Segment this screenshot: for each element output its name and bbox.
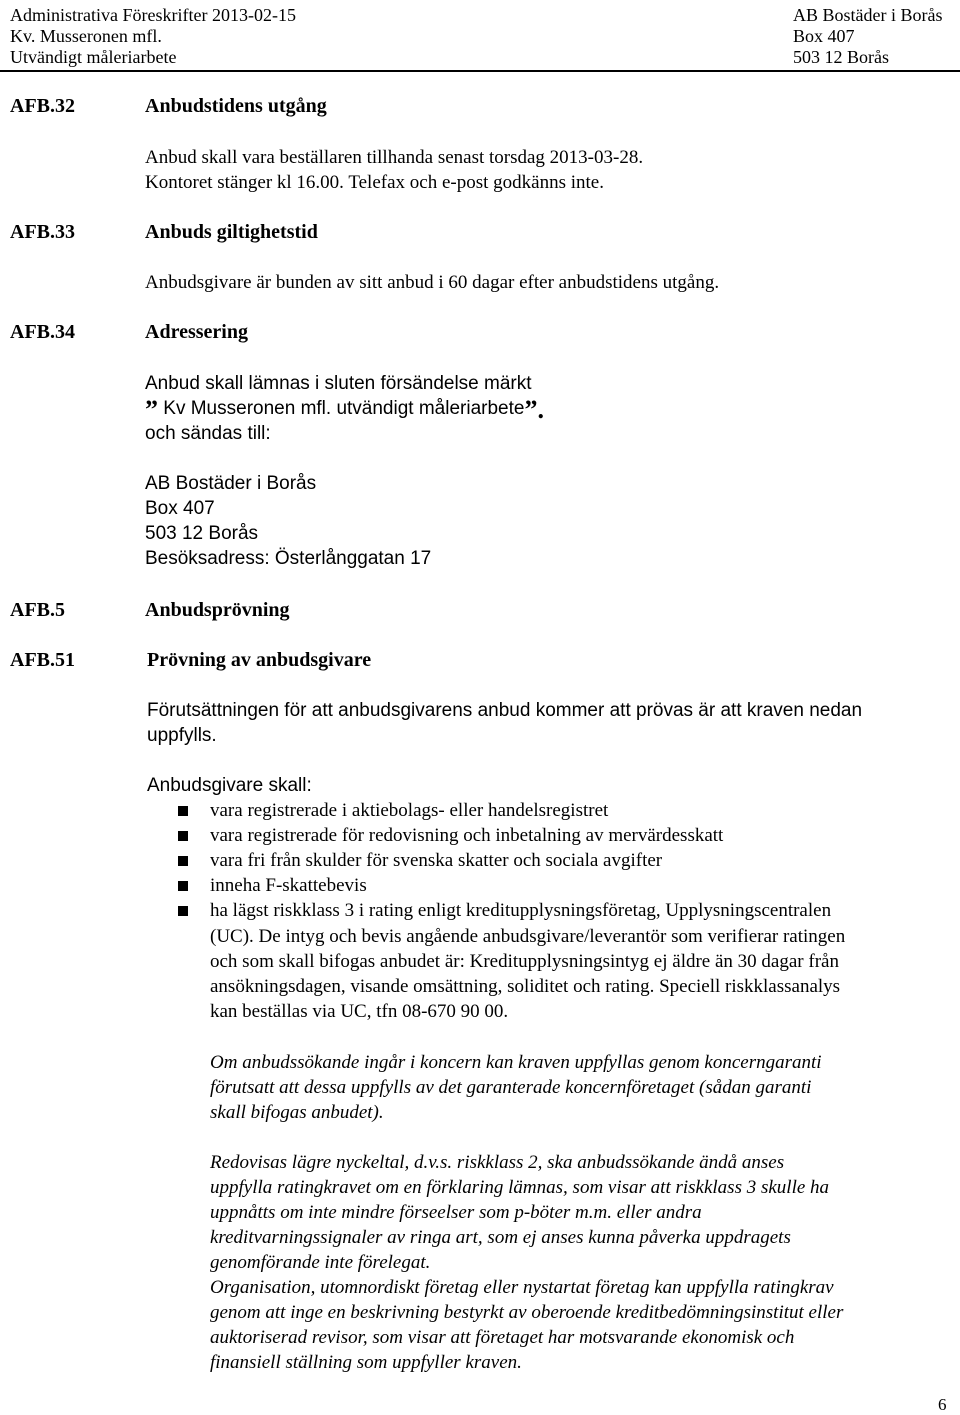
bullet-square-icon <box>178 831 188 841</box>
section-title-afb34: Adressering <box>145 321 248 343</box>
header-left-line-2: Kv. Musseronen mfl. <box>10 26 162 46</box>
list-item: inneha F-skattebevis <box>210 875 367 896</box>
list-item-continuation: (UC). De intyg och bevis angående anbudsgivare/leverantör som verifierar ratingen <box>210 926 846 947</box>
italic-text-line: uppfylla ratingkravet om en förklaring lämnas, som visar att riskklass 3 skulle ha <box>210 1177 830 1198</box>
list-item: vara fri från skulder för svenska skatter och sociala avgifter <box>210 850 663 871</box>
header-right-line-1: AB Bostäder i Borås <box>793 5 943 25</box>
section-title-afb51: Prövning av anbudsgivare <box>147 649 372 671</box>
address-line: Box 407 <box>145 498 215 519</box>
section-code-afb34: AFB.34 <box>10 321 75 343</box>
bullet-square-icon <box>178 806 188 816</box>
address-line: 503 12 Borås <box>145 523 259 544</box>
address-line: AB Bostäder i Borås <box>145 473 317 494</box>
list-title: Anbudsgivare skall: <box>147 775 312 796</box>
list-item: vara registrerade i aktiebolags- eller handelsregistret <box>210 800 609 821</box>
italic-text-line: kreditvarningssignaler av ringa art, som ej anses kunna påverka uppdragets <box>210 1227 791 1248</box>
italic-text-line: Organisation, utomnordiskt företag eller nystartat företag kan uppfylla ratingkrav <box>210 1277 834 1298</box>
italic-text-line: auktoriserad revisor, som visar att företaget har motsvarande ekonomisk och <box>210 1327 795 1348</box>
italic-text-line: skall bifogas anbudet). <box>210 1102 384 1123</box>
text-line: Anbud skall vara beställaren tillhanda senast torsdag 2013-03-28. <box>145 147 644 168</box>
close-quote: ”. <box>524 395 544 424</box>
bullet-square-icon <box>178 881 188 891</box>
section-code-afb5: AFB.5 <box>10 599 65 621</box>
section-title-afb5: Anbudsprövning <box>145 599 290 621</box>
section-code-afb33: AFB.33 <box>10 221 75 243</box>
text-line: Förutsättningen för att anbudsgivarens anbud kommer att prövas är att kraven nedan <box>147 700 863 721</box>
text-line: Anbud skall lämnas i sluten försändelse märkt <box>145 373 532 394</box>
italic-text-line: Redovisas lägre nyckeltal, d.v.s. riskklass 2, ska anbudssökande ändå anses <box>210 1152 785 1173</box>
text-line: uppfylls. <box>147 725 217 746</box>
italic-text-line: finansiell ställning som uppfyller kraven. <box>210 1352 522 1373</box>
section-code-afb51: AFB.51 <box>10 649 75 671</box>
header-left-line-3: Utvändigt måleriarbete <box>10 47 177 67</box>
list-item: ha lägst riskklass 3 i rating enligt kreditupplysningsföretag, Upplysningscentralen <box>210 900 832 921</box>
bullet-square-icon <box>178 906 188 916</box>
bullet-square-icon <box>178 856 188 866</box>
marked-text: Kv Musseronen mfl. utvändigt måleriarbete <box>163 398 525 419</box>
open-quote: ” <box>145 395 158 424</box>
list-item: vara registrerade för redovisning och inbetalning av mervärdesskatt <box>210 825 724 846</box>
list-item-continuation: kan beställas via UC, tfn 08-670 90 00. <box>210 1001 509 1022</box>
section-title-afb32: Anbudstidens utgång <box>145 95 327 117</box>
text-line: och sändas till: <box>145 423 271 444</box>
header-right-line-3: 503 12 Borås <box>793 47 889 67</box>
list-item-continuation: ansökningsdagen, visande omsättning, soliditet och rating. Speciell riskklassanalys <box>210 976 841 997</box>
italic-text-line: genomförande inte förelegat. <box>210 1252 431 1273</box>
header-right-line-2: Box 407 <box>793 26 855 46</box>
section-title-afb33: Anbuds giltighetstid <box>145 221 318 243</box>
italic-text-line: Om anbudssökande ingår i koncern kan kraven uppfyllas genom koncerngaranti <box>210 1052 822 1073</box>
address-line: Besöksadress: Österlånggatan 17 <box>145 548 432 569</box>
header-left-line-1: Administrativa Föreskrifter 2013-02-15 <box>10 5 296 25</box>
section-code-afb32: AFB.32 <box>10 95 75 117</box>
italic-text-line: förutsatt att dessa uppfylls av det garanterade koncernföretaget (sådan garanti <box>210 1077 812 1098</box>
italic-text-line: uppnåtts om inte mindre förseelser som p-böter m.m. eller andra <box>210 1202 702 1223</box>
page-number: 6 <box>938 1395 947 1414</box>
marked-label <box>145 395 544 424</box>
list-item-continuation: och som skall bifogas anbudet är: Kreditupplysningsintyg ej äldre än 30 dagar från <box>210 951 839 972</box>
italic-text-line: genom att inge en beskrivning bestyrkt av oberoende kreditbedömningsinstitut eller <box>210 1302 844 1323</box>
text-line: Anbudsgivare är bunden av sitt anbud i 60 dagar efter anbudstidens utgång. <box>145 272 720 293</box>
header-rule <box>0 70 960 72</box>
text-line: Kontoret stänger kl 16.00. Telefax och e-post godkänns inte. <box>145 172 604 193</box>
